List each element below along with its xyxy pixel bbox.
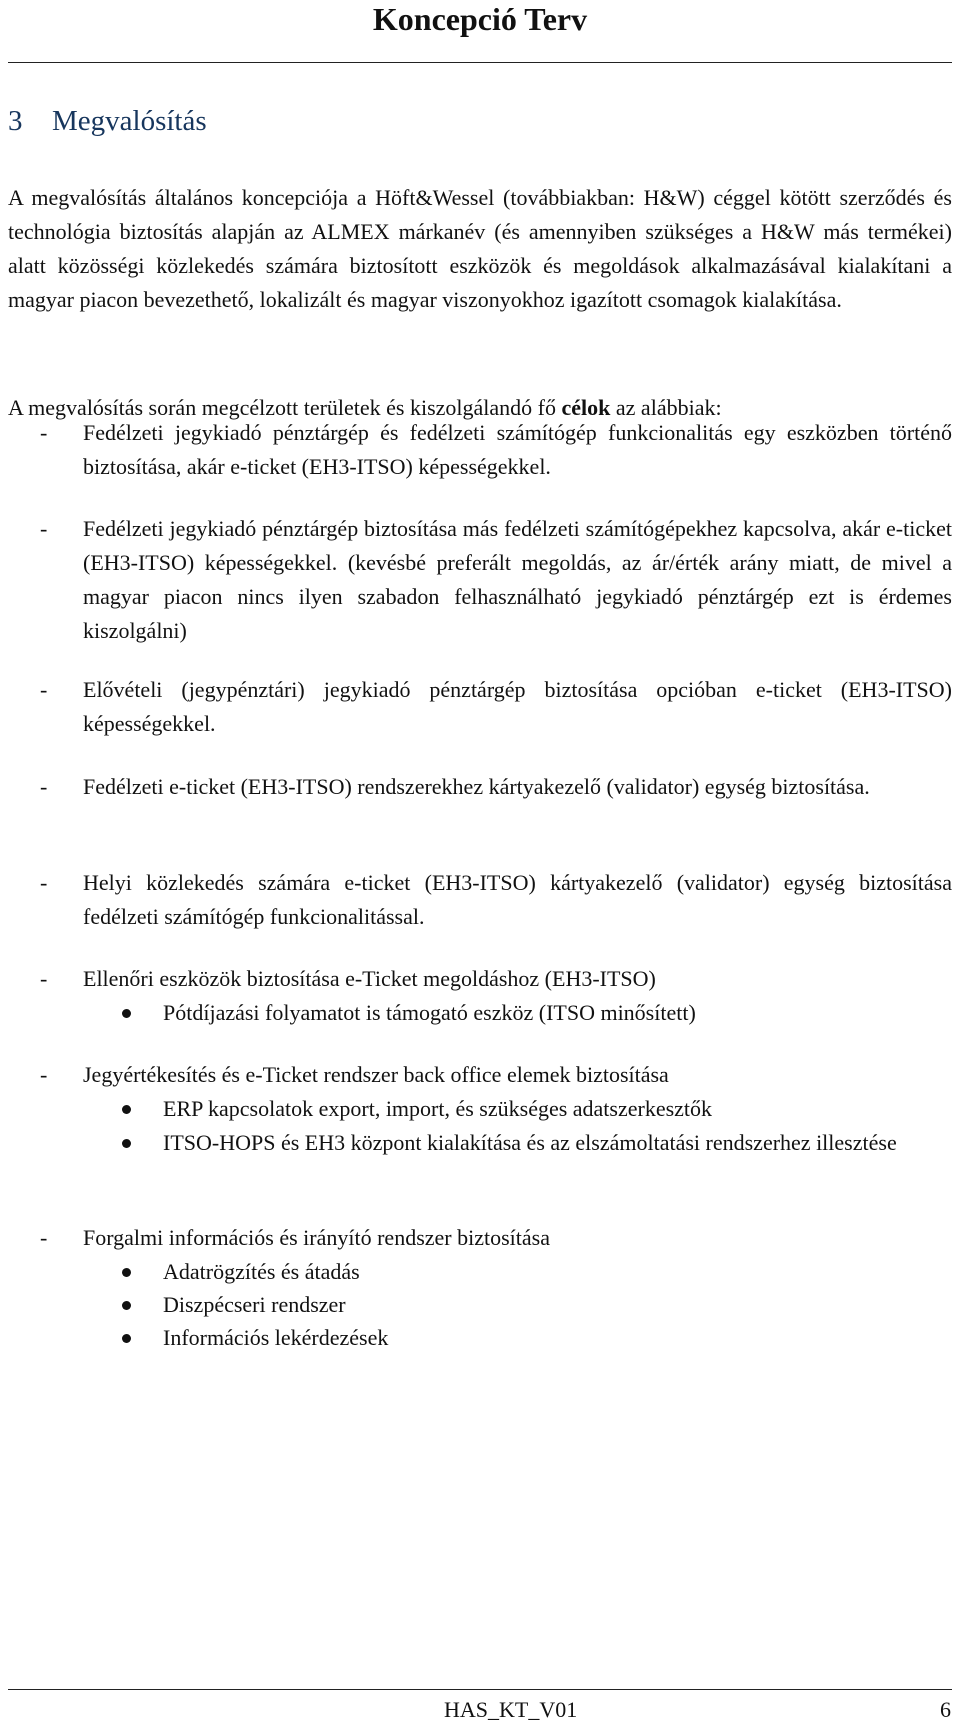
goal-item-text: Forgalmi információs és irányító rendszer biztosítása xyxy=(83,1225,550,1250)
goal-item-text: Jegyértékesítés és e-Ticket rendszer back office elemek biztosítása xyxy=(83,1062,669,1087)
sub-bullet-text: Információs lekérdezések xyxy=(163,1325,389,1350)
document-header-title: Koncepció Terv xyxy=(372,1,588,37)
goal-item xyxy=(40,1058,952,1092)
dash-marker: - xyxy=(40,1225,48,1250)
goal-item-text: Fedélzeti e-ticket (EH3-ITSO) rendszerekhez kártyakezelő (validator) egység biztosítása. xyxy=(83,774,870,799)
goals-bold-word: célok xyxy=(561,395,611,420)
dash-marker: - xyxy=(40,966,48,991)
sub-bullet-text: Pótdíjazási folyamatot is támogató eszköz (ITSO minősített) xyxy=(163,1000,696,1025)
goal-item xyxy=(40,770,952,804)
bullet-dot-icon xyxy=(122,1334,131,1343)
sub-bullet-text: Adatrögzítés és átadás xyxy=(163,1259,360,1284)
dash-marker: - xyxy=(40,870,48,895)
sub-bullet-text: ITSO-HOPS és EH3 központ kialakítása és az elszámoltatási rendszerhez illesztése xyxy=(163,1130,897,1155)
sub-bullet-item xyxy=(122,996,952,1030)
goal-item-text: Elővételi (jegypénztári) jegykiadó pénztárgép biztosítása opcióban e-ticket (EH3-ITSO) képességekkel. xyxy=(83,677,952,736)
goal-item-text: Ellenőri eszközök biztosítása e-Ticket megoldáshoz (EH3-ITSO) xyxy=(83,966,656,991)
bullet-dot-icon xyxy=(122,1139,131,1148)
dash-marker: - xyxy=(40,420,48,445)
bullet-dot-icon xyxy=(122,1105,131,1114)
dash-marker: - xyxy=(40,516,48,541)
footer-page-number: 6 xyxy=(940,1697,951,1722)
dash-marker: - xyxy=(40,677,48,702)
dash-marker: - xyxy=(40,1062,48,1087)
sub-bullet-item xyxy=(122,1092,952,1126)
section-number: 3 xyxy=(8,105,23,137)
sub-bullet-item xyxy=(122,1321,952,1355)
intro-paragraph: A megvalósítás általános koncepciója a Höft&Wessel (továbbiakban: H&W) céggel kötött szerződés és technológia biztosítás alapján az ALMEX márkanév (és amennyiben szükséges a H&W más termékei) alatt közösségi közlekedés számára biztosított eszközök és megoldások alkalmazásával kialakítani a magyar piacon bevezethető, lokalizált és magyar viszonyokhoz igazított csomagok kialakítása. xyxy=(8,185,952,312)
dash-marker: - xyxy=(40,774,48,799)
sub-bullet-text: Diszpécseri rendszer xyxy=(163,1292,346,1317)
goal-item xyxy=(40,866,952,934)
goal-item xyxy=(40,1221,952,1255)
sub-bullet-item xyxy=(122,1126,952,1160)
goals-text-before: A megvalósítás során megcélzott területek és kiszolgálandó fő xyxy=(8,395,562,420)
goal-item-text: Fedélzeti jegykiadó pénztárgép biztosítása más fedélzeti számítógépekhez kapcsolva, akár e-ticket (EH3-ITSO) képességekkel. (kevésbé preferált megoldás, az ár/érték arány miatt, de mivel a magyar piacon nincs ilyen szabadon felhasználható jegykiadó pénztárgép ezt is érdemes kiszolgálni) xyxy=(83,516,952,643)
bullet-dot-icon xyxy=(122,1009,131,1018)
section-heading xyxy=(8,104,207,138)
bullet-dot-icon xyxy=(122,1301,131,1310)
goal-item-text: Helyi közlekedés számára e-ticket (EH3-ITSO) kártyakezelő (validator) egység biztosítása fedélzeti számítógép funkcionalitással. xyxy=(83,870,952,929)
sub-bullet-item xyxy=(122,1288,952,1322)
footer-divider xyxy=(8,1689,952,1690)
sub-bullet-text: ERP kapcsolatok export, import, és szükséges adatszerkesztők xyxy=(163,1096,713,1121)
goal-item-text: Fedélzeti jegykiadó pénztárgép és fedélzeti számítógép funkcionalitás egy eszközben történő biztosítása, akár e-ticket (EH3-ITSO) képességekkel. xyxy=(83,420,952,479)
goal-item xyxy=(40,416,952,484)
footer-document-code: HAS_KT_V01 xyxy=(444,1697,578,1722)
header-divider xyxy=(8,62,952,63)
bullet-dot-icon xyxy=(122,1268,131,1277)
goal-item xyxy=(40,512,952,648)
sub-bullet-item xyxy=(122,1255,952,1289)
section-title: Megvalósítás xyxy=(52,105,207,137)
goal-item xyxy=(40,962,952,996)
goals-text-after: az alábbiak: xyxy=(610,395,722,420)
goal-item xyxy=(40,673,952,741)
